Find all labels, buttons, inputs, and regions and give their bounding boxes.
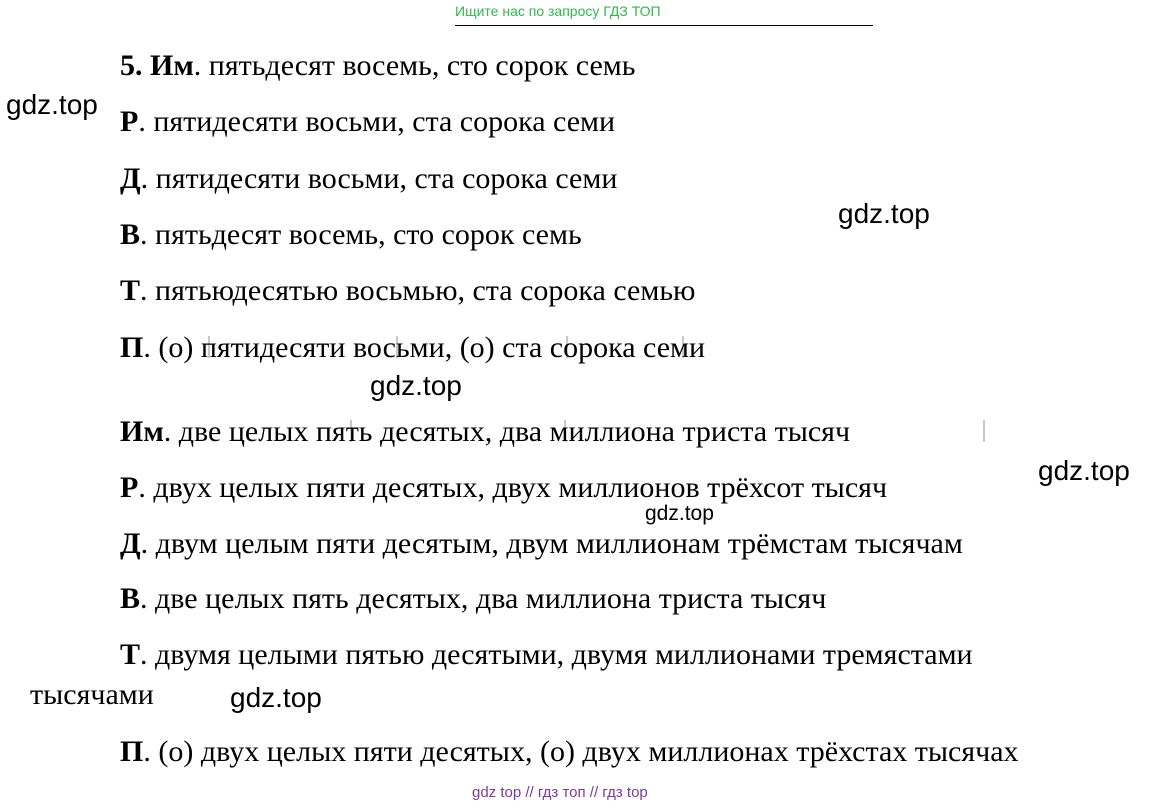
case-line-genitive-1	[120, 104, 615, 140]
case-text: . пятьдесят восемь, сто сорок семь	[193, 49, 636, 82]
case-text: . (о) пятидесяти восьми, (о) ста сорока семи	[143, 331, 706, 364]
case-line-accusative-1	[120, 217, 582, 253]
case-line-nominative-1	[120, 48, 635, 84]
watermark: gdz.top	[6, 89, 98, 120]
case-label: В	[120, 582, 141, 615]
case-label: Т	[120, 638, 141, 671]
case-line-instrumental-2-continued	[30, 677, 154, 713]
case-label: Им	[120, 415, 164, 448]
case-text: . две целых пять десятых, два миллиона триста тысяч	[163, 415, 851, 448]
case-line-prepositional-2	[120, 734, 1019, 770]
case-line-genitive-2	[120, 470, 887, 506]
banner-underline	[455, 25, 873, 26]
case-text: . пятидесяти восьми, ста сорока семи	[140, 162, 618, 195]
case-line-prepositional-1	[120, 330, 705, 366]
case-text: . двум целым пяти десятым, двум миллионам трёмстам тысячам	[140, 527, 963, 560]
case-label: Д	[120, 527, 141, 560]
case-text: . пятьюдесятью восьмью, ста сорока семью	[140, 274, 696, 307]
case-text: . двух целых пяти десятых, двух миллионов трёхсот тысяч	[138, 471, 888, 504]
watermark: gdz.top	[1038, 455, 1130, 486]
search-banner: Ищите нас по запросу ГДЗ ТОП	[455, 3, 661, 19]
case-label: Д	[120, 162, 141, 195]
ghost-mark	[983, 420, 985, 442]
case-line-accusative-2	[120, 581, 826, 617]
watermark: gdz.top	[645, 502, 714, 525]
case-line-dative-1	[120, 161, 617, 197]
task-number: 5.	[120, 49, 143, 82]
case-line-instrumental-1	[120, 273, 695, 309]
case-label: Р	[120, 105, 139, 138]
case-text: . пятидесяти восьми, ста сорока семи	[138, 105, 616, 138]
case-label: П	[120, 331, 144, 364]
case-label: П	[120, 735, 144, 768]
case-label: Им	[150, 49, 194, 82]
case-label: Т	[120, 274, 141, 307]
case-line-nominative-2	[120, 414, 850, 450]
case-line-instrumental-2	[120, 637, 973, 673]
case-text: тысячами	[30, 678, 154, 711]
watermark: gdz.top	[838, 198, 930, 229]
case-label: Р	[120, 471, 139, 504]
case-text: . две целых пять десятых, два миллиона триста тысяч	[140, 582, 827, 615]
watermark: gdz.top	[230, 682, 322, 713]
case-text: . пятьдесят восемь, сто сорок семь	[140, 218, 582, 251]
case-text: . двумя целыми пятью десятыми, двумя миллионами тремястами	[140, 638, 973, 671]
watermark: gdz.top	[370, 370, 462, 401]
case-line-dative-2	[120, 526, 963, 562]
footer-watermark: gdz top // гдз топ // гдз top	[472, 784, 648, 801]
case-label: В	[120, 218, 141, 251]
case-text: . (о) двух целых пяти десятых, (о) двух миллионах трёхстах тысячах	[143, 735, 1019, 768]
